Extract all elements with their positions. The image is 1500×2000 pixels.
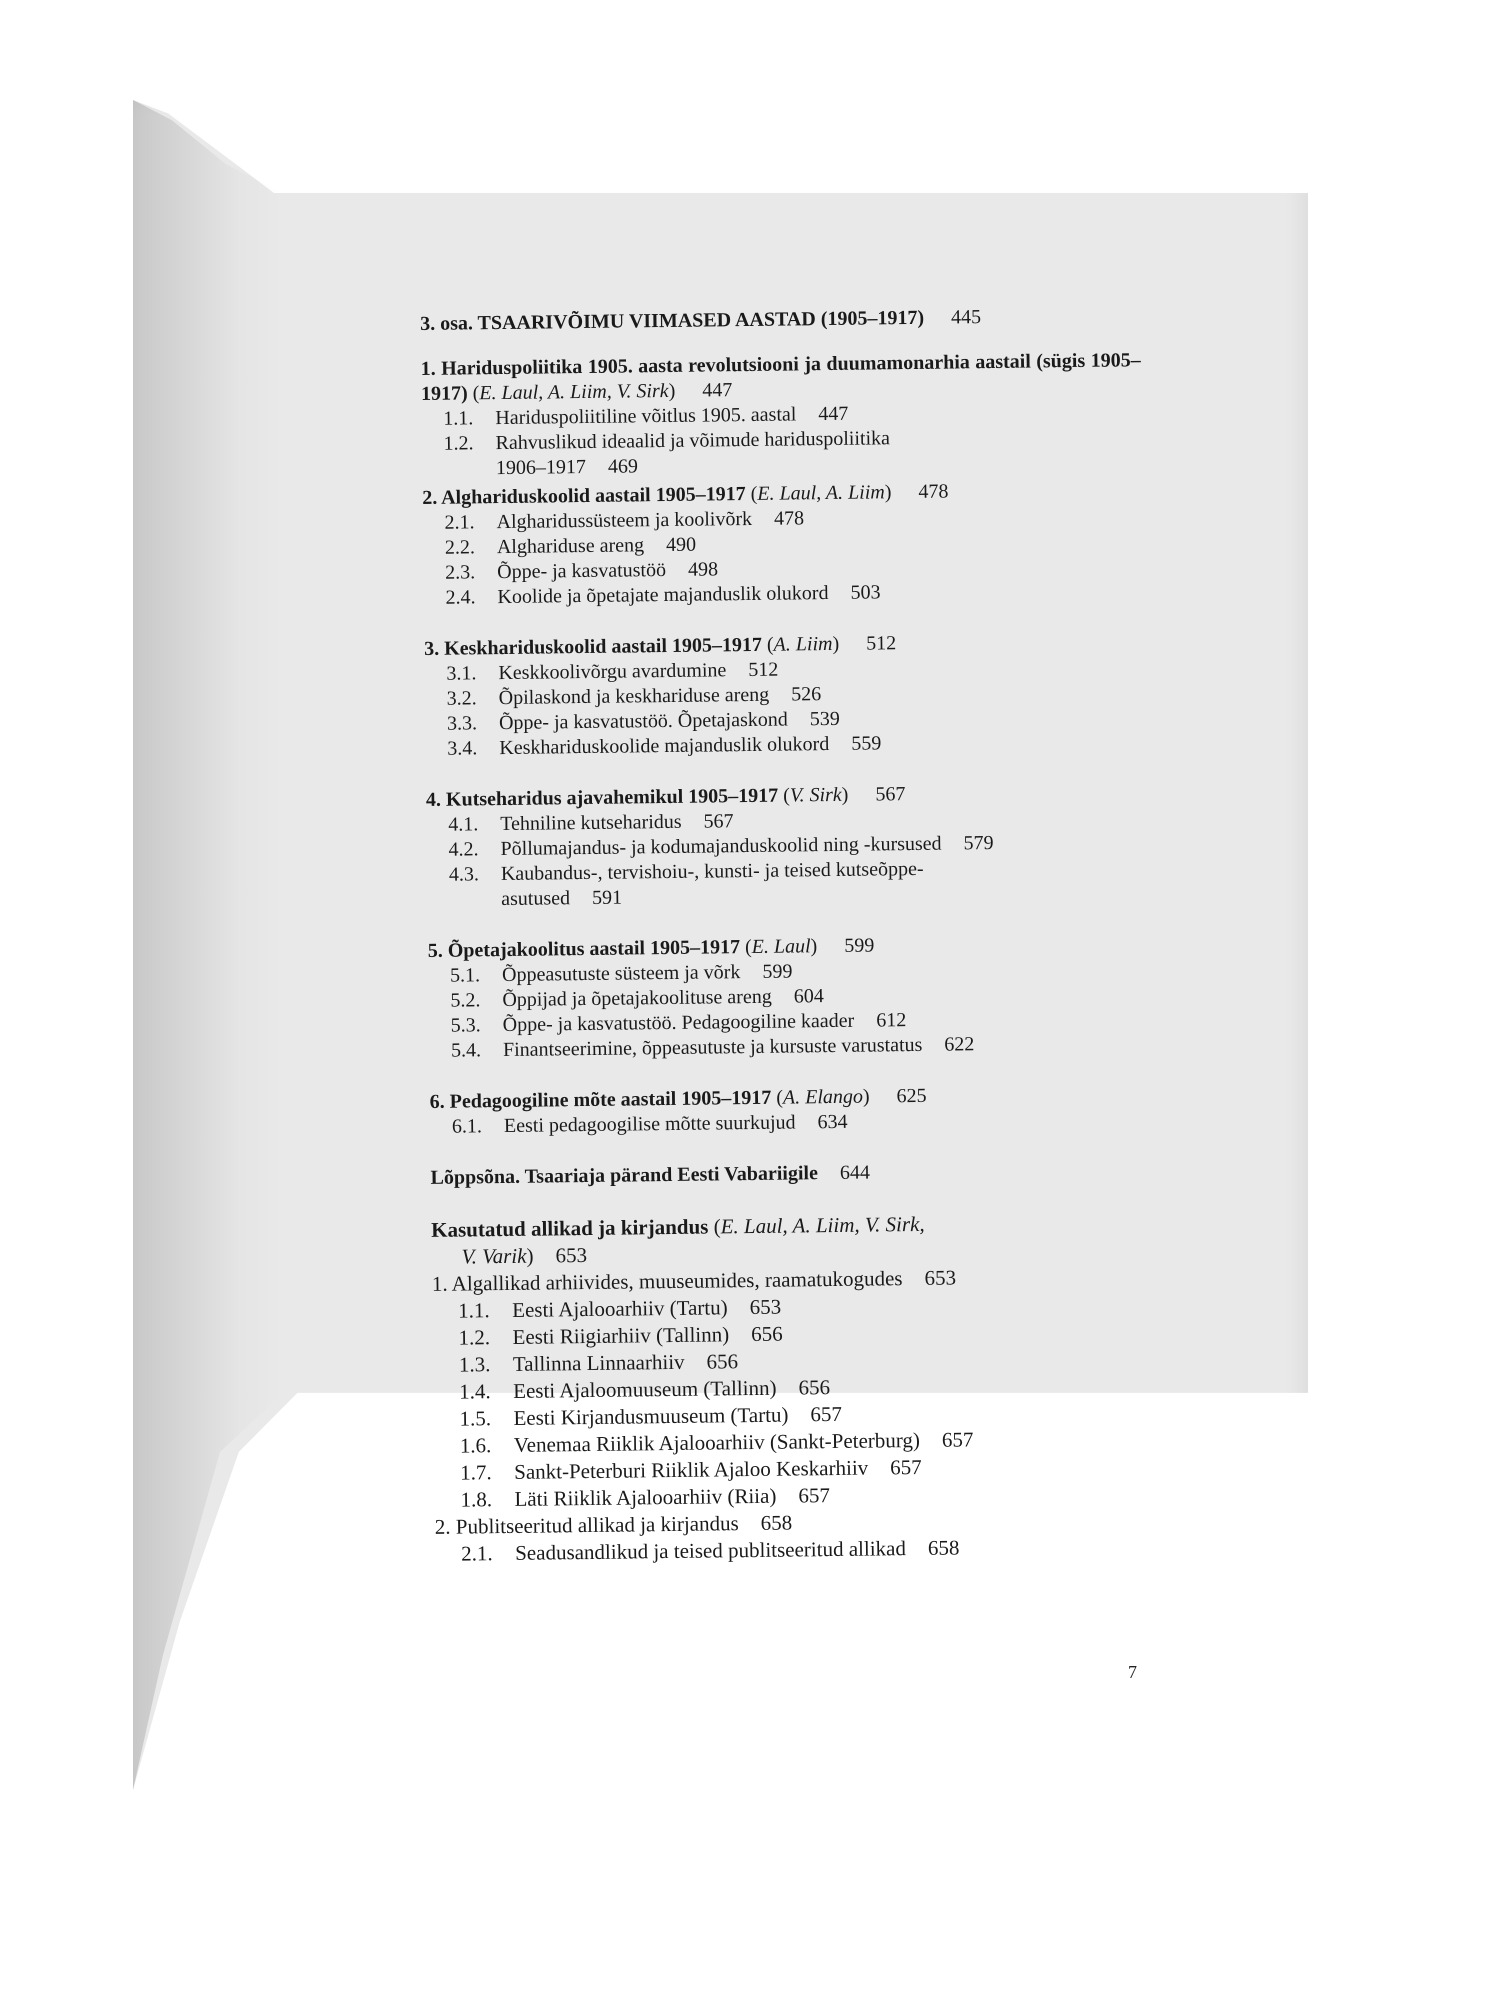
- afterword-page: 644: [839, 1161, 871, 1184]
- chapter-title: 2. Alghariduskoolid aastail 1905–1917 (E. Laul, A. Liim) 478: [422, 480, 949, 509]
- source-item: 1.3. Tallinna Linnaarhiiv 656: [458, 1349, 739, 1377]
- chapter-title: 6. Pedagoogiline mõte aastail 1905–1917 (A. Elango) 625: [429, 1084, 927, 1113]
- section-title: Eesti pedagoogilise mõtte suurkujud: [503, 1111, 796, 1138]
- source-item: 1.2. Eesti Riigiarhiiv (Tallinn) 656: [458, 1321, 783, 1350]
- section-continuation: asutused 591: [501, 886, 623, 911]
- chapter-3: [424, 628, 1145, 762]
- section-page: 447: [818, 402, 849, 426]
- source-group-2: 2. Publitseeritud allikad ja kirjandus 658: [434, 1510, 793, 1539]
- sources-page: 653: [555, 1243, 588, 1268]
- chapter-page: 625: [896, 1084, 927, 1108]
- source-item: 1.7. Sankt-Peterburi Riiklik Ajaloo Keskarhiiv 657: [460, 1454, 922, 1485]
- sources-section: [431, 1208, 1155, 1568]
- section-title: Õppeasutuste süsteem ja võrk: [501, 961, 741, 987]
- source-item: 2.1. Seadusandlikud ja teised publitseeritud allikad 658: [461, 1535, 960, 1566]
- section-title: Keskkoolivõrgu avardumine: [498, 659, 727, 685]
- part-page: 445: [950, 306, 982, 329]
- source-item: 1.4. Eesti Ajaloomuuseum (Tallinn) 656: [459, 1375, 831, 1404]
- section-page: 490: [665, 533, 697, 557]
- chapter-6: [430, 1081, 1151, 1140]
- section-page: 559: [851, 732, 882, 755]
- section-title: Algharidussüsteem ja koolivõrk: [496, 507, 753, 534]
- chapter-page: 599: [844, 934, 875, 957]
- section-page: 469: [607, 455, 639, 478]
- section-row: 5.3. Õppe- ja kasvatustöö. Pedagoogiline kaader 612: [450, 1009, 907, 1037]
- section-page: 478: [773, 507, 805, 530]
- section-row: 2.3. Õppe- ja kasvatustöö 498: [445, 558, 719, 584]
- chapter-authors: E. Laul: [751, 935, 811, 958]
- chapter-authors: E. Laul, A. Liim, V. Sirk: [479, 379, 669, 405]
- chapter-1: [421, 348, 1142, 482]
- chapter-page: 478: [918, 480, 949, 503]
- section-row: 4.2. Põllumajandus- ja kodumajanduskoolid ning -kursused 579: [448, 832, 994, 861]
- section-page: 503: [850, 581, 881, 604]
- chapter-title: 1. Hariduspoliitika 1905. aasta revolutsiooni ja duumamonarhia aastail (sügis 1905–1917) (E. Laul, A. Liim, V. Sirk) 447: [420, 349, 1141, 405]
- chapter-4: [426, 779, 1147, 913]
- chapter-2: [422, 477, 1143, 611]
- source-item: 1.5. Eesti Kirjandusmuuseum (Tartu) 657: [459, 1401, 843, 1431]
- section-row: 5.2. Õppijad ja õpetajakoolituse areng 604: [450, 985, 824, 1012]
- source-item: 1.1. Eesti Ajalooarhiiv (Tartu) 653: [458, 1294, 782, 1323]
- section-row: 2.4. Koolide ja õpetajate majanduslik olukord 503: [445, 581, 881, 609]
- section-row: 2.2. Alghariduse areng 490: [444, 533, 697, 559]
- section-row: 3.3. Õppe- ja kasvatustöö. Õpetajaskond 539: [446, 707, 840, 735]
- afterword-title: Lõppsõna. Tsaariaja pärand Eesti Vabariigile: [430, 1162, 819, 1189]
- section-row: 4.1. Tehniline kutseharidus 567: [448, 810, 734, 836]
- section-page: 591: [591, 886, 623, 909]
- section-row: 6.1. Eesti pedagoogilise mõtte suurkujud 634: [451, 1110, 848, 1138]
- chapter-authors: A. Liim: [773, 632, 833, 656]
- section-row: 3.2. Õpilaskond ja keskhariduse areng 526: [446, 683, 822, 710]
- sources-title: Kasutatud allikad ja kirjandus (E. Laul, A. Liim, V. Sirk,: [431, 1211, 925, 1242]
- section-page: 498: [687, 558, 719, 581]
- section-page: 539: [809, 707, 840, 731]
- chapter-5: [428, 930, 1149, 1064]
- section-title: Finantseerimine, õppeasutuste ja kursuste varustatus: [502, 1033, 923, 1062]
- section-title: Õppe- ja kasvatustöö. Õpetajaskond: [498, 708, 788, 735]
- section-title: Hariduspoliitiline võitlus 1905. aastal: [495, 403, 797, 430]
- section-title: Rahvuslikud ideaalid ja võimude hariduspoliitika: [495, 427, 891, 455]
- chapter-page: 512: [866, 632, 897, 655]
- section-page: 612: [876, 1009, 907, 1032]
- source-group-1: 1. Algallikad arhiivides, muuseumides, raamatukogudes 653: [431, 1265, 957, 1296]
- afterword: [430, 1157, 1150, 1191]
- chapter-page: 567: [875, 783, 906, 806]
- section-title: Õppe- ja kasvatustöö. Pedagoogiline kaader: [502, 1009, 855, 1037]
- table-of-contents: [420, 303, 1155, 1568]
- section-title: Koolide ja õpetajate majanduslik olukord: [497, 582, 829, 609]
- chapter-authors: E. Laul, A. Liim: [757, 481, 885, 505]
- sources-authors: E. Laul, A. Liim, V. Sirk,: [720, 1211, 925, 1239]
- section-page: 604: [793, 985, 824, 1008]
- section-row: 5.1. Õppeasutuste süsteem ja võrk 599: [449, 960, 793, 987]
- section-row: 3.1. Keskkoolivõrgu avardumine 512: [446, 658, 779, 685]
- part-title: 3. osa. TSAARIVÕIMU VIIMASED AASTAD (1905–1917): [420, 306, 925, 335]
- section-page: 622: [944, 1033, 975, 1056]
- sources-authors-cont: V. Varik) 653: [461, 1243, 588, 1269]
- section-row: 4.3. Kaubandus-, tervishoiu-, kunsti- ja teised kutseõppe-: [448, 857, 924, 886]
- section-continuation: 1906–1917 469: [495, 455, 639, 480]
- section-title: Kaubandus-, tervishoiu-, kunsti- ja teised kutseõppe-: [500, 857, 924, 886]
- section-title: Alghariduse areng: [496, 534, 645, 559]
- section-page: 526: [791, 683, 822, 706]
- source-item: 1.6. Venemaa Riiklik Ajalooarhiiv (Sankt-Peterburg) 657: [459, 1427, 974, 1458]
- chapter-authors: V. Sirk: [789, 783, 842, 807]
- chapter-page: 447: [702, 379, 733, 402]
- section-row: 1.1. Hariduspoliitiline võitlus 1905. aastal 447: [443, 402, 849, 430]
- section-page: 579: [963, 832, 994, 855]
- section-title: Õppe- ja kasvatustöö: [497, 559, 667, 584]
- section-title: Põllumajandus- ja kodumajanduskoolid ning -kursused: [500, 832, 942, 861]
- section-row: 1.2. Rahvuslikud ideaalid ja võimude hariduspoliitika: [443, 427, 891, 455]
- chapter-title: 4. Kutseharidus ajavahemikul 1905–1917 (V. Sirk) 567: [425, 783, 906, 811]
- section-page: 567: [703, 810, 734, 833]
- chapter-authors: A. Elango: [782, 1085, 864, 1109]
- section-title: Tehniline kutseharidus: [500, 810, 682, 836]
- page-number: 7: [1128, 1662, 1137, 1682]
- section-title: Õppijad ja õpetajakoolituse areng: [502, 985, 772, 1012]
- section-row: 5.4. Finantseerimine, õppeasutuste ja kursuste varustatus 622: [450, 1033, 975, 1062]
- section-page: 599: [762, 960, 793, 983]
- source-item: 1.8. Läti Riiklik Ajalooarhiiv (Riia) 657: [460, 1483, 831, 1512]
- section-row: 3.4. Keskhariduskoolide majanduslik olukord 559: [447, 732, 882, 760]
- section-title: Õpilaskond ja keskhariduse areng: [498, 683, 770, 710]
- section-page: 634: [817, 1110, 848, 1134]
- chapter-title: 5. Õpetajakoolitus aastail 1905–1917 (E. Laul) 599: [427, 934, 875, 962]
- section-page: 512: [748, 658, 779, 682]
- section-title: Keskhariduskoolide majanduslik olukord: [499, 733, 830, 760]
- section-row: 2.1. Algharidussüsteem ja koolivõrk 478: [444, 507, 805, 534]
- chapter-title: 3. Keskhariduskoolid aastail 1905–1917 (A. Liim) 512: [423, 632, 897, 660]
